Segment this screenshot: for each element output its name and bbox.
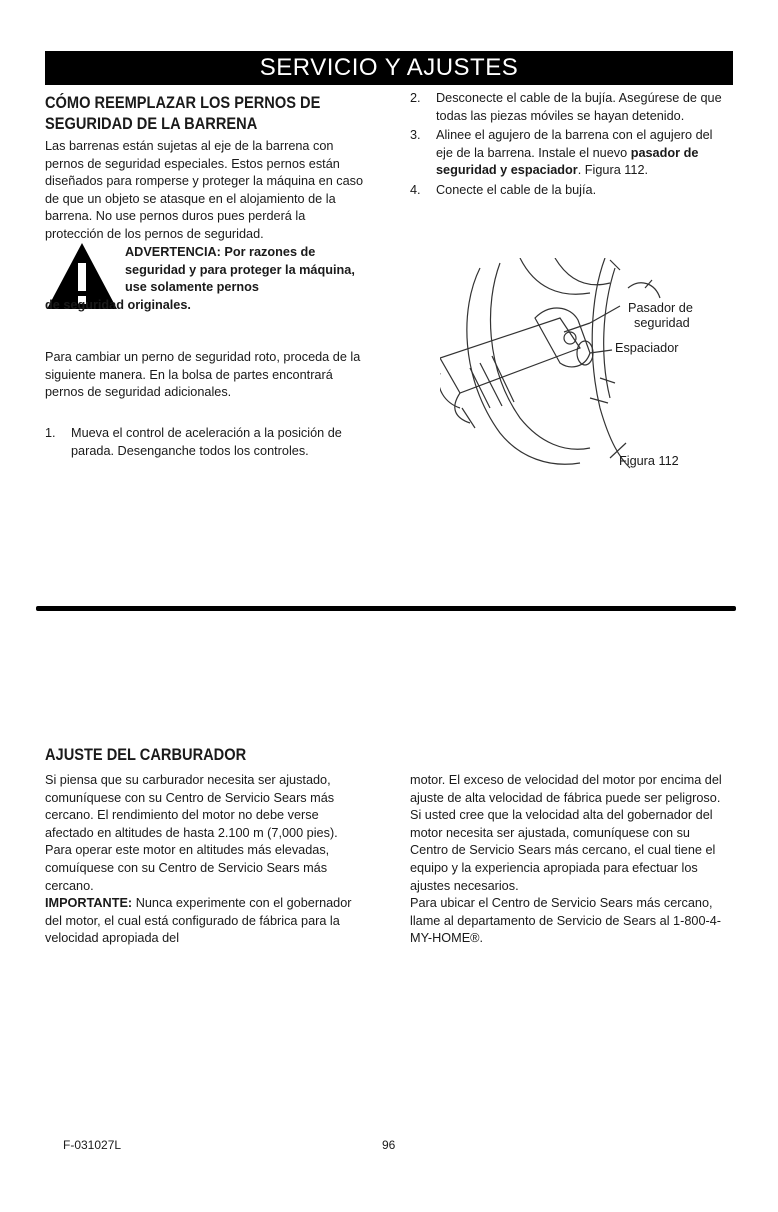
important-label: IMPORTANTE: xyxy=(45,896,133,911)
carb-paragraph-1: Si piensa que su carburador necesita ser ajustado, comuníquese con su Centro de Servicio Sears más cercano. El rendimiento del motor no debe verse afectado en altitudes de hasta 2.100 m (7,000 pies). Para operar este motor en altitudes más elevadas, comuíquese con su Centro de Servicio Sears más cercano. xyxy=(45,773,338,893)
important-text-part1: Nunca experimente con el gobernador del motor, el cual está configurado de fábrica para la velocidad apropiada del xyxy=(45,896,352,946)
carb-col-left xyxy=(45,772,365,948)
figure-112-illustration xyxy=(440,258,740,474)
step-text: Conecte el cable de la bujía. xyxy=(436,182,597,197)
section-banner: SERVICIO Y AJUSTES xyxy=(45,51,733,85)
figure-label-spacer: Espaciador xyxy=(615,341,679,355)
carb-important-paragraph xyxy=(45,895,365,948)
figure-caption: Figura 112 xyxy=(619,454,679,468)
step-item xyxy=(410,182,730,200)
step-number: 1. xyxy=(45,426,56,440)
procedure-paragraph: Para cambiar un perno de seguridad roto, proceda de la siguiente manera. En la bolsa de partes encontrará pernos de seguridad adicionales. xyxy=(45,350,361,400)
steps-list-right xyxy=(410,90,730,200)
step-text-bold: pasador de seguridad y espaciador xyxy=(436,145,699,178)
carb-paragraph-3: Para ubicar el Centro de Servicio Sears más cercano, llame al departamento de Servicio de Sears al 1-800-4-MY-HOME®. xyxy=(410,896,722,946)
footer-code: F-031027L xyxy=(63,1138,122,1152)
step-item xyxy=(45,425,365,460)
steps-list-left xyxy=(45,425,365,460)
bolt-title-line2: SEGURIDAD DE LA BARRENA xyxy=(45,114,258,133)
step-number: 3. xyxy=(410,128,421,143)
section-divider xyxy=(36,606,736,611)
figure-label-pin-line1: Pasador de xyxy=(628,301,693,315)
warning-block xyxy=(45,242,375,314)
step-text-post: . Figura 112. xyxy=(577,163,649,178)
step-item xyxy=(410,90,730,125)
footer-page-number: 96 xyxy=(382,1138,396,1152)
step-text-pre: Alinee el agujero de la barrena con el agujero del eje de la barrena. Instale el nuevo xyxy=(436,128,713,160)
step-number: 2. xyxy=(410,91,421,105)
warning-lead: ADVERTENCIA: Por razones de seguridad y para proteger la máquina, use solamente pernos xyxy=(125,245,355,295)
bolt-title-line1: CÓMO REEMPLAZAR LOS PERNOS DE xyxy=(45,93,321,112)
step-number: 4. xyxy=(410,182,421,197)
warning-tail: de seguridad originales. xyxy=(45,297,191,312)
important-text-part2: motor. El exceso de velocidad del motor por encima del ajuste de alta velocidad de fábrica puede ser peligroso. Si usted cree que la velocidad alta del gobernador del motor necesita ser ajustada, comuníquese con su Centro de Servicio Sears más cercano, el cual tiene el equipo y la experiencia apropiada para efectuar los ajustes necesarios. xyxy=(410,773,722,893)
bolt-section-title xyxy=(45,92,372,134)
bolt-intro-paragraph: Las barrenas están sujetas al eje de la barrena con pernos de seguridad especiales. Estos pernos están diseñados para romperse y proteger la máquina en caso de que un objeto se atasque en el alojamiento de la barrena. No use pernos duros pues perderá la protección de los pernos de seguridad. xyxy=(45,139,364,241)
carb-col-right xyxy=(410,772,730,948)
step-item xyxy=(410,127,730,180)
step-text: Mueva el control de aceleración a la posición de parada. Desenganche todos los controles. xyxy=(71,426,342,458)
figure-label-pin-line2: seguridad xyxy=(634,316,690,330)
carb-section-title: AJUSTE DEL CARBURADOR xyxy=(45,745,247,764)
step-text: Desconecte el cable de la bujía. Asegúrese de que todas las piezas móviles se hayan detenido. xyxy=(436,91,722,123)
